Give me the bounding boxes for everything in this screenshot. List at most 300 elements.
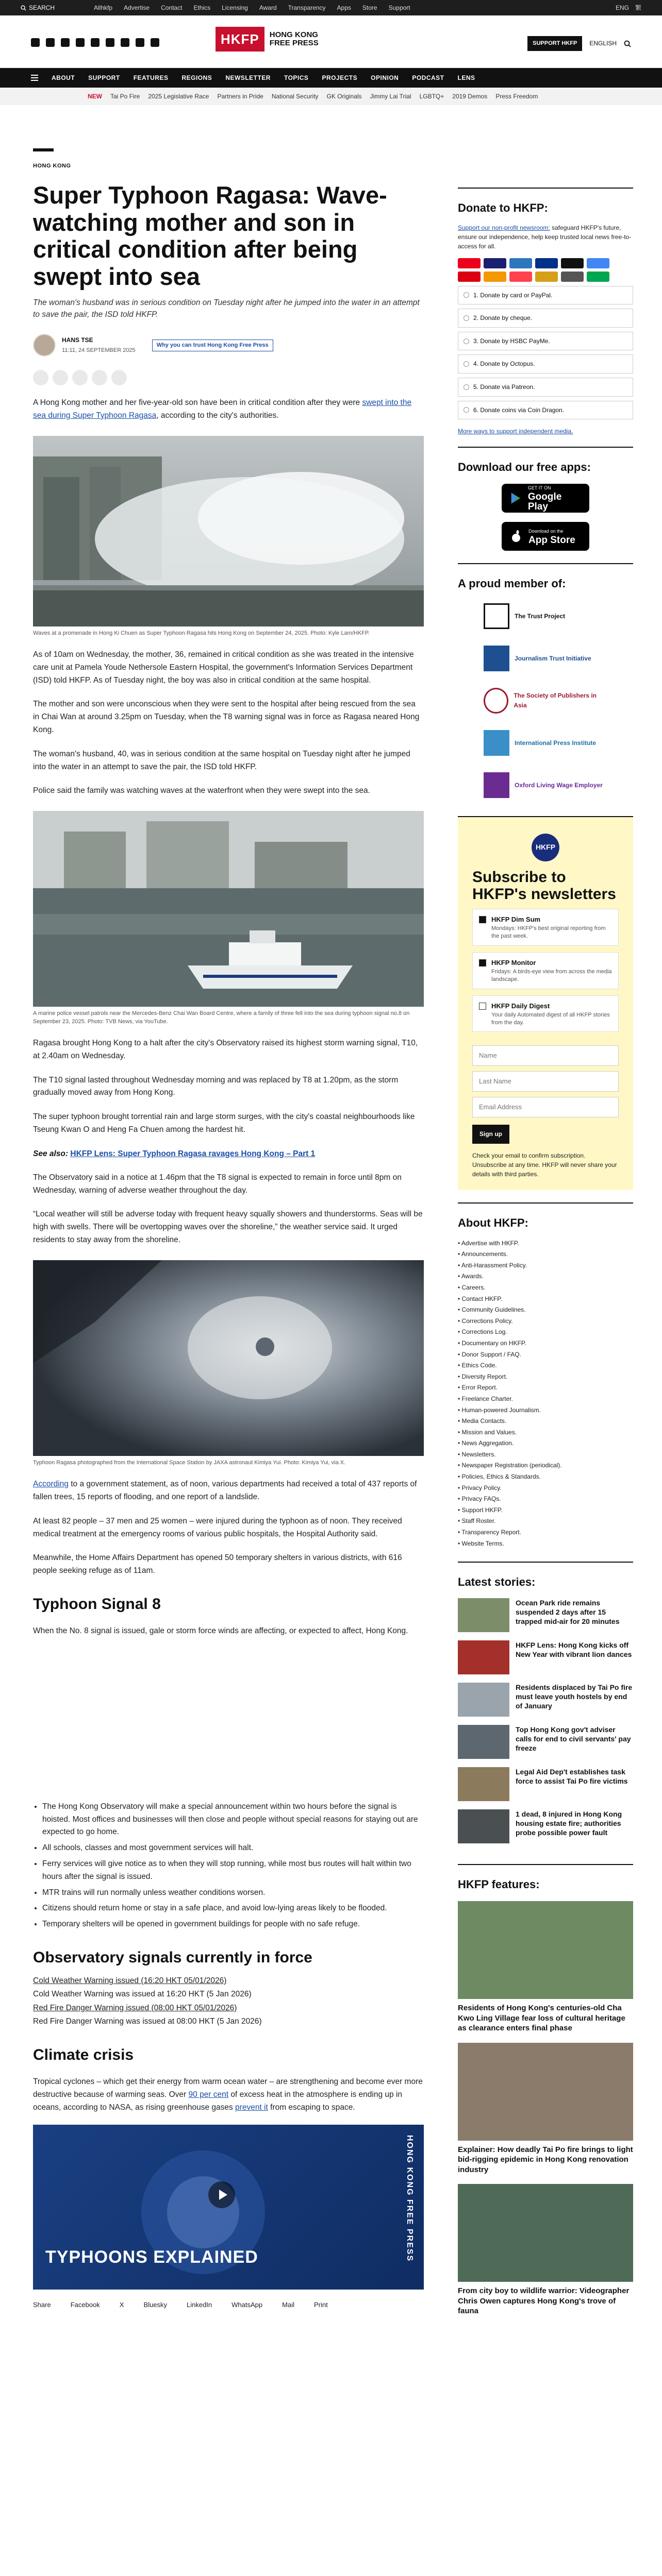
utility-link[interactable]: Advertise [124, 4, 150, 11]
about-item: • Transparency Report. [458, 1529, 521, 1536]
facebook-share-icon[interactable] [33, 370, 48, 385]
lang-english[interactable]: ENG [615, 4, 629, 11]
share-link[interactable]: Facebook [70, 2300, 100, 2309]
site-logo[interactable] [216, 27, 319, 52]
option-desc: Fridays: A birds-eye view from across the media landscape. [491, 968, 612, 982]
trust-project-logo [484, 603, 509, 629]
amex-icon [509, 258, 532, 268]
option-title: HKFP Dim Sum [491, 915, 541, 923]
support-button[interactable]: SUPPORT HKFP [527, 36, 582, 51]
about-item: • Website Terms. [458, 1539, 504, 1547]
story-thumbnail [458, 1767, 509, 1801]
newsletter-widget [458, 816, 633, 1190]
about-link[interactable]: Freelance Charter. [461, 1395, 513, 1402]
checkbox-checked[interactable] [479, 916, 486, 923]
about-link[interactable]: Staff Roster. [461, 1517, 496, 1525]
print-icon[interactable] [111, 370, 127, 385]
trending-label: NEW [88, 92, 102, 100]
paragraph: The woman's husband, 40, was in serious condition at the same hospital on Tuesday night after he jumped into the water in an attempt to save the pair, the ISD told HKFP. [33, 749, 410, 771]
more-ways-link[interactable]: More ways to support independent media. [458, 428, 573, 435]
members-heading: A proud member of: [458, 577, 566, 590]
text: safeguard HKFP's future, ensure our independence, help keep trusted local news free-to-access for all. [458, 224, 632, 250]
photo-caption: Typhoon Ragasa photographed from the International Space Station by JAXA astronaut Kimiya Yui. Photo: Kimiya Yui, via X. [33, 1459, 346, 1466]
text: , according to the city's authorities. [156, 411, 279, 420]
about-link[interactable]: Support HKFP. [461, 1506, 503, 1514]
about-item: • Media Contacts. [458, 1417, 507, 1425]
share-link[interactable]: X [119, 2300, 124, 2309]
utility-link[interactable]: Transparency [288, 4, 326, 11]
list-item: • All schools, classes and most government services will halt. [42, 1842, 424, 1855]
badge-small: Download on the [528, 528, 564, 534]
about-link[interactable]: Ethics Code. [461, 1362, 497, 1369]
feature-title: Residents of Hong Kong's centuries-old Cha Kwo Ling Village fear loss of cultural heritage as clearance enters final phase [458, 2004, 625, 2033]
about-list [458, 1238, 633, 1550]
photo-iss-image [33, 1260, 424, 1456]
threads-icon[interactable] [76, 38, 85, 47]
donate-option-label: 4. Donate by Octopus. [473, 360, 535, 368]
paragraph [33, 1478, 424, 1504]
features-heading: HKFP features: [458, 1877, 540, 1891]
paragraph: At least 82 people – 37 men and 25 women – were injured during the typhoon as of noon. They received medical treatment at the emergency rooms of various public hospitals, the Hospital Authority said. [33, 1516, 402, 1538]
option-desc: Your daily Automated digest of all HKFP stories from the day. [491, 1011, 610, 1026]
google-play-button[interactable] [502, 484, 589, 513]
article-photo-iss [33, 1260, 424, 1456]
story-title: 1 dead, 8 injured in Hong Kong housing estate fire; authorities probe possible power fault [516, 1809, 622, 1837]
logo-mark: HKFP [216, 27, 264, 52]
warning-link[interactable]: Cold Weather Warning issued (16:20 HKT 05/01/2026) [33, 1976, 227, 1985]
photo-caption: Waves at a promenade in Hong Ki Chuen as Super Typhoon Ragasa hits Hong Kong on September 24, 2025. Photo: Kyle Lam/HKFP. [33, 630, 370, 636]
applepay-icon [561, 258, 584, 268]
paragraph: The T10 signal lasted throughout Wednesday morning and was replaced by T8 at 1.20pm, as the storm gradually moved away from Hong Kong. [33, 1075, 399, 1097]
story-thumbnail [458, 1598, 509, 1632]
story-title: Legal Aid Dep't establishes task force to assist Tai Po fire victims [516, 1767, 628, 1786]
utility-links [94, 3, 410, 13]
name-field[interactable]: Name [472, 1045, 619, 1066]
about-link[interactable]: Announcements. [461, 1250, 508, 1258]
menu-icon[interactable] [31, 75, 38, 81]
share-link[interactable]: Print [313, 2300, 328, 2309]
about-item: • Privacy FAQs. [458, 1495, 501, 1503]
play-icon[interactable] [208, 2181, 235, 2208]
app-store-button[interactable] [502, 522, 589, 551]
paragraph: The super typhoon brought torrential rain and large storm surges, with the city's coastal neighbourhoods like Tseung Kwan O and Heng Fa Chuen among the hardest hit. [33, 1112, 415, 1134]
about-item: • News Aggregation. [458, 1439, 514, 1447]
subheading: Observatory signals currently in force [33, 1948, 312, 1966]
story-thumbnail [458, 1640, 509, 1674]
language-switch [616, 3, 641, 13]
share-bar [33, 2300, 424, 2310]
about-link[interactable]: Donor Support / FAQ. [461, 1350, 521, 1358]
section-tag[interactable]: HONG KONG [33, 163, 71, 169]
about-link[interactable]: Anti-Harassment Policy. [461, 1261, 527, 1269]
share-link[interactable]: WhatsApp [231, 2300, 263, 2309]
video-player[interactable] [33, 2125, 424, 2290]
donate-option[interactable] [458, 378, 633, 397]
about-link[interactable]: Transparency Report. [461, 1529, 521, 1536]
feature-image [458, 2184, 633, 2282]
about-link[interactable]: Awards. [461, 1273, 484, 1280]
apps-widget [458, 447, 633, 551]
paypal-icon [535, 258, 558, 268]
bluesky-icon[interactable] [91, 38, 100, 47]
story-thumbnail [458, 1809, 509, 1843]
video-side-label: HONG KONG FREE PRESS [405, 2134, 414, 2262]
video-title: TYPHOONS EXPLAINED [45, 2247, 258, 2267]
coindragon-icon [535, 272, 558, 282]
lang-chinese[interactable]: 繁 [635, 4, 641, 11]
paragraph: As of 10am on Wednesday, the mother, 36, remained in critical condition as she was treated in the intensive care unit at Pamela Youde Nethersole Eastern Hospital, the government's Information Services Department (ISD) told HKFP. As of Tuesday night, the boy was also in critical condition at the same hospital. [33, 650, 414, 685]
text: Tropical cyclones – which get their energy from warm ocean water – are strengthening and become ever more destructive because of warming seas. Over [33, 2077, 423, 2099]
trending-link[interactable]: LGBTQ+ [419, 92, 444, 100]
story-title: Top Hong Kong gov't adviser calls for end to civil servants' pay freeze [516, 1725, 631, 1753]
signal-list [33, 1801, 424, 1931]
radio-icon [464, 338, 469, 344]
inline-link[interactable]: 90 per cent [188, 2090, 229, 2099]
jti-logo [484, 646, 509, 671]
share-link[interactable]: Mail [282, 2300, 294, 2309]
list-item: • The Hong Kong Observatory will make a special announcement within two hours before the signal is hoisted. Most offices and businesses will then close and people without special reasons for staying out are expected to go home. [42, 1801, 424, 1839]
warning-text: Red Fire Danger Warning was issued at 08:00 HKT (5 Jan 2026) [33, 2016, 262, 2026]
story-title: Residents displaced by Tai Po fire must leave youth hostels by end of January [516, 1683, 633, 1710]
nav-item-projects[interactable]: PROJECTS [322, 74, 358, 81]
about-link[interactable]: Corrections Log. [461, 1328, 507, 1336]
about-item: • Careers. [458, 1283, 486, 1291]
nav-item-newsletter[interactable]: NEWSLETTER [225, 74, 271, 81]
trending-link[interactable]: GK Originals [326, 92, 362, 100]
apple-icon [509, 529, 523, 544]
trending-link[interactable]: 2019 Demos [452, 92, 488, 100]
search-icon[interactable] [624, 40, 631, 47]
see-also [33, 1148, 424, 1160]
apps-heading: Download our free apps: [458, 460, 591, 473]
about-link[interactable]: Newspaper Registration (periodical). [461, 1462, 562, 1469]
utility-link[interactable]: Licensing [222, 4, 248, 11]
about-link[interactable]: Privacy Policy. [461, 1484, 502, 1492]
story-thumbnail [458, 1725, 509, 1759]
feature-title: Explainer: How deadly Tai Po fire brings to light bid-rigging epidemic in Hong Kong renovation industry [458, 2145, 633, 2174]
about-item: • Staff Roster. [458, 1517, 496, 1525]
about-link[interactable]: Error Report. [461, 1384, 498, 1392]
googlepay-icon [587, 258, 609, 268]
trending-link[interactable]: Tai Po Fire [110, 92, 140, 100]
last-name-field[interactable]: Last Name [472, 1071, 619, 1092]
subheading: Typhoon Signal 8 [33, 1595, 161, 1613]
payme-icon [458, 272, 481, 282]
about-link[interactable]: Media Contacts. [461, 1417, 507, 1425]
radio-icon [464, 292, 469, 298]
about-heading: About HKFP: [458, 1216, 528, 1230]
google-play-icon [509, 491, 523, 505]
newsletter-logo: HKFP [532, 834, 559, 861]
sopa-logo [484, 688, 508, 714]
patreon-icon [509, 272, 532, 282]
option-title: HKFP Daily Digest [491, 1002, 550, 1010]
donate-option[interactable] [458, 286, 633, 305]
about-item: • Human-powered Journalism. [458, 1406, 541, 1414]
paragraph [33, 397, 424, 422]
x-icon[interactable] [46, 38, 55, 47]
about-item: • Mission and Values. [458, 1428, 517, 1436]
radio-icon [464, 361, 469, 367]
donate-option-label: 3. Donate by HSBC PayMe. [473, 337, 550, 345]
about-item: • Newspaper Registration (periodical). [458, 1462, 562, 1469]
utility-link[interactable]: Allhkfp [94, 4, 113, 11]
newsletter-option[interactable] [472, 952, 619, 989]
latest-story[interactable] [458, 1598, 633, 1632]
author-block [62, 335, 136, 355]
paragraph: When the No. 8 signal is issued, gale or storm force winds are affecting, or expected to affect, Hong Kong. [33, 1626, 408, 1635]
utility-link[interactable]: Store [362, 4, 377, 11]
about-link[interactable]: Corrections Policy. [461, 1317, 513, 1325]
member-name: The Trust Project [515, 612, 566, 620]
nav-item-topics[interactable]: TOPICS [284, 74, 309, 81]
ipi-logo [484, 730, 509, 756]
latest-story[interactable] [458, 1767, 633, 1801]
living-wage-logo [484, 772, 509, 798]
subheading: Climate crisis [33, 2046, 134, 2064]
ad-space [33, 1638, 424, 1792]
list-item: • Temporary shelters will be opened in government buildings for people with no safe refuge. [42, 1918, 424, 1931]
linkedin-icon[interactable] [121, 38, 129, 47]
paragraph: Meanwhile, the Home Affairs Department has opened 50 temporary shelters in various districts, with 616 people seeking refuge as of 11am. [33, 1553, 402, 1575]
member-name: Journalism Trust Initiative [515, 654, 591, 662]
about-item: • Community Guidelines. [458, 1306, 526, 1314]
payment-icons [458, 258, 633, 282]
checkbox-checked[interactable] [479, 959, 486, 967]
about-item: • Contact HKFP. [458, 1295, 503, 1302]
photo-vessel-image [33, 811, 424, 1007]
whatsapp-share-icon[interactable] [72, 370, 88, 385]
nav-item-about[interactable]: ABOUT [52, 74, 75, 81]
about-link[interactable]: Advertise with HKFP. [461, 1239, 519, 1247]
article-lede: The woman's husband was in serious condition on Tuesday night after he jumped into the water in an attempt to save the pair, the ISD told HKFP. [33, 298, 420, 319]
donate-heading: Donate to HKFP: [458, 201, 548, 214]
about-link[interactable]: Diversity Report. [461, 1372, 508, 1380]
latest-widget [458, 1562, 633, 1843]
share-link[interactable]: Bluesky [143, 2300, 167, 2309]
latest-heading: Latest stories: [458, 1575, 536, 1589]
utility-bar [0, 0, 662, 15]
donate-text [458, 223, 633, 251]
trending-link[interactable]: National Security [271, 92, 319, 100]
inline-link[interactable]: swept into the sea during Super Typhoon Ragasa [33, 398, 412, 420]
visa-icon [484, 258, 506, 268]
header-actions [527, 36, 631, 51]
members-widget [458, 563, 633, 803]
about-item: • Donor Support / FAQ. [458, 1350, 521, 1358]
about-item: • Freelance Charter. [458, 1395, 513, 1402]
about-item: • Error Report. [458, 1384, 498, 1392]
article-title: Super Typhoon Ragasa: Wave-watching mother and son in critical condition after being swept into sea [33, 181, 387, 290]
header-lang-link[interactable]: ENGLISH [589, 40, 617, 47]
about-link[interactable]: Mission and Values. [461, 1428, 517, 1436]
feature-title: From city boy to wildlife warrior: Videographer Chris Owen captures Hong Kong's trove of fauna [458, 2286, 630, 2316]
option-desc: Mondays: HKFP's best original reporting from the past week. [491, 925, 606, 939]
author-avatar [33, 334, 56, 357]
nav-item-opinion[interactable]: OPINION [371, 74, 399, 81]
radio-icon [464, 407, 469, 413]
donate-widget [458, 188, 633, 436]
newsletter-option[interactable] [472, 909, 619, 946]
badge-small: GET IT ON [527, 485, 551, 491]
trending-link[interactable]: Jimmy Lai Trial [370, 92, 411, 100]
warning-text: Cold Weather Warning was issued at 16:20 HKT (5 Jan 2026) [33, 1990, 252, 1999]
article-photo-waves [33, 436, 424, 626]
utility-link[interactable]: Award [259, 4, 277, 11]
list-item: • Ferry services will give notice as to when they will stop running, while most bus routes will halt within two hours after the signal is issued. [42, 1858, 424, 1884]
about-item: • Announcements. [458, 1250, 508, 1258]
utility-link[interactable]: Contact [161, 4, 183, 11]
about-item: • Corrections Policy. [458, 1317, 513, 1325]
nav-item-regions[interactable]: REGIONS [181, 74, 212, 81]
share-link[interactable]: LinkedIn [187, 2300, 212, 2309]
about-link[interactable]: Newsletters. [461, 1450, 496, 1458]
about-link[interactable]: Careers. [461, 1283, 486, 1291]
section-rule [33, 148, 54, 151]
about-link[interactable]: Contact HKFP. [461, 1295, 503, 1302]
about-item: • Newsletters. [458, 1450, 496, 1458]
octopus-icon [484, 272, 506, 282]
mastodon-icon[interactable] [136, 38, 144, 47]
trending-bar [0, 88, 662, 105]
option-title: HKFP Monitor [491, 958, 536, 967]
author-name[interactable]: HANS TSE [62, 336, 93, 344]
mastercard-icon [458, 258, 481, 268]
donate-option[interactable] [458, 309, 633, 328]
inline-link[interactable]: According [33, 1480, 69, 1489]
text: to a government statement, as of noon, various departments had received a total of 437 reports of fallen trees, 15 reports of flooding, and one report of a landslide. [33, 1480, 417, 1501]
about-item: • Diversity Report. [458, 1372, 508, 1380]
checkbox[interactable] [479, 1003, 486, 1010]
member-name: The Society of Publishers in Asia [514, 692, 597, 709]
article-photo-police-vessel [33, 811, 424, 1007]
mail-share-icon[interactable] [92, 370, 107, 385]
radio-icon [464, 384, 469, 390]
member-trust-project[interactable] [484, 599, 607, 634]
latest-story[interactable] [458, 1683, 633, 1717]
utility-link[interactable]: Support [388, 4, 410, 11]
about-link[interactable]: Human-powered Journalism. [461, 1406, 541, 1414]
donate-option[interactable] [458, 354, 633, 374]
inline-link[interactable]: prevent it [235, 2103, 268, 2112]
member-name: Oxford Living Wage Employer [515, 781, 603, 789]
nav-item-lens[interactable]: LENS [457, 74, 475, 81]
warning-list [33, 1974, 424, 2028]
text: A Hong Kong mother and her five-year-old son have been in critical condition after they were [33, 398, 362, 408]
feature-story[interactable] [458, 2043, 633, 2175]
about-link[interactable]: Privacy FAQs. [461, 1495, 501, 1503]
search-button[interactable] [21, 3, 55, 13]
newsletter-heading: Subscribe to HKFP's newsletters [472, 868, 616, 903]
see-also-link[interactable]: HKFP Lens: Super Typhoon Ragasa ravages Hong Kong – Part 1 [70, 1149, 316, 1158]
main-nav [0, 68, 662, 88]
sidebar [458, 105, 633, 2316]
youtube-icon[interactable] [106, 38, 114, 47]
member-sopa[interactable] [484, 683, 607, 718]
about-link[interactable]: Website Terms. [461, 1539, 504, 1547]
about-item: • Privacy Policy. [458, 1484, 502, 1492]
member-living-wage[interactable] [484, 768, 607, 803]
social-icons [31, 38, 159, 47]
latest-story[interactable] [458, 1725, 633, 1759]
facebook-icon[interactable] [31, 38, 40, 47]
newsletter-note: Check your email to confirm subscription. Unsubscribe at any time. HKFP will never share your details with third parties. [472, 1152, 617, 1178]
fps-icon [587, 272, 609, 282]
text: from escaping to space. [268, 2103, 355, 2112]
instagram-icon[interactable] [61, 38, 70, 47]
nav-item-features[interactable]: FEATURES [133, 74, 169, 81]
story-thumbnail [458, 1683, 509, 1717]
about-item: • Anti-Harassment Policy. [458, 1261, 527, 1269]
nav-item-support[interactable]: SUPPORT [88, 74, 120, 81]
newsletter-option[interactable] [472, 995, 619, 1032]
logo-name [270, 31, 319, 48]
logo-line: HONG KONG [269, 30, 318, 39]
about-link[interactable]: Community Guidelines. [461, 1306, 526, 1314]
trust-link[interactable]: Why you can trust Hong Kong Free Press [152, 340, 273, 351]
donate-option[interactable] [458, 332, 633, 351]
member-ipi[interactable] [484, 725, 607, 760]
donate-link[interactable]: Support our non-profit newsroom: [458, 224, 550, 231]
paragraph: The Observatory said in a notice at 1.46pm that the T8 signal is expected to remain in force until 8pm on Wednesday, warning of adverse weather throughout the day. [33, 1173, 402, 1195]
story-title: Ocean Park ride remains suspended 2 days after 15 trapped mid-air for 20 minutes [516, 1598, 620, 1626]
signup-button[interactable]: Sign up [472, 1125, 509, 1144]
feature-story[interactable] [458, 2184, 633, 2316]
utility-link[interactable]: Ethics [193, 4, 211, 11]
donate-option-label: 1. Donate by card or PayPal. [473, 291, 553, 299]
trending-link[interactable]: Press Freedom [495, 92, 538, 100]
about-item: • Ethics Code. [458, 1362, 497, 1369]
feature-story[interactable] [458, 1901, 633, 2033]
share-link[interactable]: Share [33, 2300, 51, 2309]
about-item: • Awards. [458, 1273, 484, 1280]
utility-link[interactable]: Apps [337, 4, 351, 11]
logo-line: FREE PRESS [269, 39, 319, 48]
trending-link[interactable]: 2025 Legislative Race [148, 92, 209, 100]
badge-big: Google Play [527, 492, 562, 513]
paragraph: The mother and son were unconscious when they were sent to the hospital after being rescued from the sea in Chai Wan at around 3.25pm on Tuesday, when the T8 warning signal was in force as Ragasa neared Hong Kong. [33, 700, 420, 735]
byline [33, 334, 424, 357]
about-link[interactable]: News Aggregation. [461, 1439, 514, 1447]
about-link[interactable]: Policies, Ethics & Standards. [461, 1473, 541, 1481]
latest-story[interactable] [458, 1640, 633, 1674]
app-store-text [528, 528, 575, 545]
about-link[interactable]: Documentary on HKFP. [461, 1339, 526, 1347]
features-widget [458, 1864, 633, 2316]
publish-date: 11:11, 24 SEPTEMBER 2025 [62, 347, 136, 353]
warning-link[interactable]: Red Fire Danger Warning issued (08:00 HKT 05/01/2026) [33, 2003, 237, 2012]
list-item: • Citizens should return home or stay in a safe place, and avoid low-lying areas likely to be flooded. [42, 1902, 424, 1915]
member-jti[interactable] [484, 641, 607, 676]
rss-icon[interactable] [151, 38, 159, 47]
list-item: • MTR trains will run normally unless weather conditions worsen. [42, 1887, 424, 1900]
nav-item-podcast[interactable]: PODCAST [412, 74, 444, 81]
feature-image [458, 2043, 633, 2141]
x-share-icon[interactable] [53, 370, 68, 385]
site-header [0, 15, 662, 68]
email-field[interactable]: Email Address [472, 1097, 619, 1117]
paragraph: “Local weather will still be adverse today with frequent heavy squally showers and thunderstorms. Seas will be high with swells. There will be overtopping waves over the shoreline,” the weather service said. It urged residents to stay away from the shoreline. [33, 1210, 423, 1244]
feature-image [458, 1901, 633, 1999]
paragraph: Police said the family was watching waves at the waterfront when they were swept into the sea. [33, 786, 370, 795]
trending-link[interactable]: Partners in Pride [217, 92, 263, 100]
donate-option[interactable] [458, 401, 633, 420]
cheque-icon [561, 272, 584, 282]
search-label: SEARCH [29, 4, 55, 11]
member-name: International Press Institute [515, 739, 597, 747]
radio-icon [464, 315, 469, 321]
latest-story[interactable] [458, 1809, 633, 1843]
